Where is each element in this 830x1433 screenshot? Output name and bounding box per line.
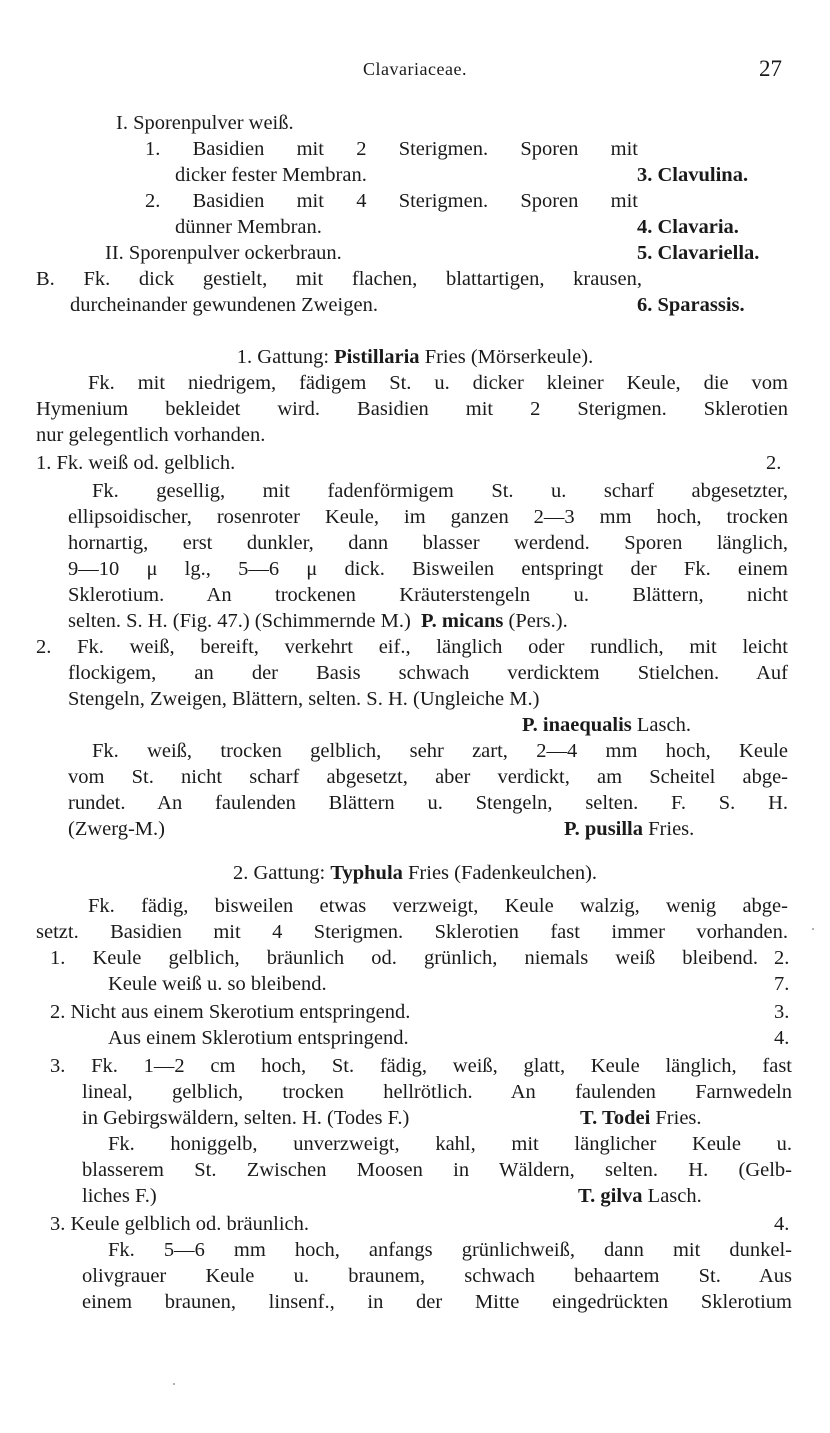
species-description-line: Stengeln, Zweigen, Blättern, selten. S. H. (Ungleiche M.) [68, 688, 540, 710]
species-description-line: Fk. gesellig, mit fadenförmigem St. u. scharf abgesetzter, [92, 480, 788, 502]
key-line: 1. Keule gelblich, bräunlich od. grünlich, niemals weiß bleibend. [50, 947, 758, 969]
running-head: Clavariaceae. [363, 59, 467, 79]
species-line [522, 712, 691, 738]
key-line: dünner Membran. [175, 216, 322, 238]
species-description-line: vom St. nicht scharf abgesetzt, aber verdickt, am Scheitel abge- [68, 766, 788, 788]
genus-heading-suffix: Fries (Mörserkeule). [424, 346, 594, 368]
key-line: dicker fester Membran. [175, 164, 367, 186]
key-reference: 2. [774, 947, 790, 969]
species-description-line: blasserem St. Zwischen Moosen in Wäldern, selten. H. (Gelb- [82, 1159, 792, 1181]
species-name: P. inaequalis [522, 714, 632, 736]
genus-heading-suffix: Fries (Fadenkeulchen). [408, 862, 598, 884]
genus-heading [0, 344, 830, 370]
genus-heading [0, 860, 830, 886]
key-line: 1. Fk. weiß od. gelblich. [36, 452, 236, 474]
key-line: II. Sporenpulver ockerbraun. [105, 242, 342, 264]
genus-reference: 6. Sparassis. [637, 294, 745, 316]
species-name: T. gilva [578, 1185, 643, 1207]
species-line [578, 1183, 702, 1209]
species-description-line: 9—10 μ lg., 5—6 μ dick. Bisweilen entspringt der Fk. einem [68, 558, 788, 580]
species-name: P. pusilla [564, 818, 644, 840]
species-description-line [68, 608, 568, 634]
species-description-line: hornartig, erst dunkler, dann blasser werdend. Sporen länglich, [68, 532, 788, 554]
key-line: 2. Fk. weiß, bereift, verkehrt eif., länglich oder rundlich, mit leicht [36, 636, 788, 658]
genus-description-line: Fk. fädig, bisweilen etwas verzweigt, Keule walzig, wenig abge- [88, 895, 788, 917]
key-reference: 7. [774, 973, 790, 995]
species-description-line: (Zwerg-M.) [68, 818, 165, 840]
species-description-line: Fk. honiggelb, unverzweigt, kahl, mit länglicher Keule u. [108, 1133, 792, 1155]
key-line: 2. Nicht aus einem Skerotium entspringend. [50, 1001, 411, 1023]
species-description-line: rundet. An faulenden Blättern u. Stengeln, selten. F. S. H. [68, 792, 788, 814]
genus-description-line: Fk. mit niedrigem, fädigem St. u. dicker kleiner Keule, die vom [88, 372, 788, 394]
species-description-line: Fk. 5—6 mm hoch, anfangs grünlichweiß, dann mit dunkel- [108, 1239, 792, 1261]
species-author: (Pers.). [508, 610, 568, 632]
key-line: 1. Basidien mit 2 Sterigmen. Sporen mit [145, 138, 638, 160]
species-description-line: Fk. weiß, trocken gelblich, sehr zart, 2—4 mm hoch, Keule [92, 740, 788, 762]
scan-speck [173, 1383, 175, 1385]
genus-description-line: setzt. Basidien mit 4 Sterigmen. Sklerotien fast immer vorhanden. [36, 921, 788, 943]
species-description-line: Sklerotium. An trockenen Kräuterstengeln u. Blättern, nicht [68, 584, 788, 606]
genus-description-line: nur gelegentlich vorhanden. [36, 424, 266, 446]
genus-heading-name: Pistillaria [334, 346, 420, 368]
key-line: I. Sporenpulver weiß. [116, 112, 294, 134]
species-author: Fries. [655, 1107, 702, 1129]
page-number: 27 [759, 56, 782, 81]
species-description-line: olivgrauer Keule u. braunem, schwach behaartem St. Aus [82, 1265, 792, 1287]
genus-description-line: Hymenium bekleidet wird. Basidien mit 2 Sterigmen. Sklerotien [36, 398, 788, 420]
key-line: durcheinander gewundenen Zweigen. [70, 294, 378, 316]
species-description-line: einem braunen, linsenf., in der Mitte eingedrückten Sklerotium [82, 1291, 792, 1313]
species-description-line: ellipsoidischer, rosenroter Keule, im ganzen 2—3 mm hoch, trocken [68, 506, 788, 528]
species-name: T. Todei [580, 1107, 651, 1129]
species-description-line: flockigem, an der Basis schwach verdicktem Stielchen. Auf [68, 662, 788, 684]
key-line: B. Fk. dick gestielt, mit flachen, blattartigen, krausen, [36, 268, 642, 290]
key-line: 2. Basidien mit 4 Sterigmen. Sporen mit [145, 190, 638, 212]
key-line: Aus einem Sklerotium entspringend. [108, 1027, 409, 1049]
species-line [580, 1105, 702, 1131]
species-author: Lasch. [647, 1185, 702, 1207]
genus-heading-name: Typhula [330, 862, 403, 884]
genus-reference: 5. Clavariella. [637, 242, 760, 264]
species-description-line: in Gebirgswäldern, selten. H. (Todes F.) [82, 1107, 410, 1129]
species-author: Fries. [648, 818, 695, 840]
key-reference: 3. [774, 1001, 790, 1023]
species-description-line: lineal, gelblich, trocken hellrötlich. An faulenden Farnwedeln [82, 1081, 792, 1103]
species-description-line: liches F.) [82, 1185, 157, 1207]
genus-heading-prefix: 2. Gattung: [232, 862, 326, 884]
key-line: Keule weiß u. so bleibend. [108, 973, 327, 995]
species-author: Lasch. [636, 714, 691, 736]
genus-reference: 3. Clavulina. [637, 164, 749, 186]
genus-heading-prefix: 1. Gattung: [236, 346, 330, 368]
key-reference: 2. [766, 452, 782, 474]
species-text: selten. S. H. (Fig. 47.) (Schimmernde M.) [68, 610, 411, 632]
key-line: 3. Fk. 1—2 cm hoch, St. fädig, weiß, glatt, Keule länglich, fast [50, 1055, 792, 1077]
key-line: 3. Keule gelblich od. bräunlich. [50, 1213, 310, 1235]
key-reference: 4. [774, 1213, 790, 1235]
species-line [564, 816, 694, 842]
species-name: P. micans [421, 610, 504, 632]
scan-speck [812, 928, 814, 930]
key-reference: 4. [774, 1027, 790, 1049]
genus-reference: 4. Clavaria. [637, 216, 739, 238]
